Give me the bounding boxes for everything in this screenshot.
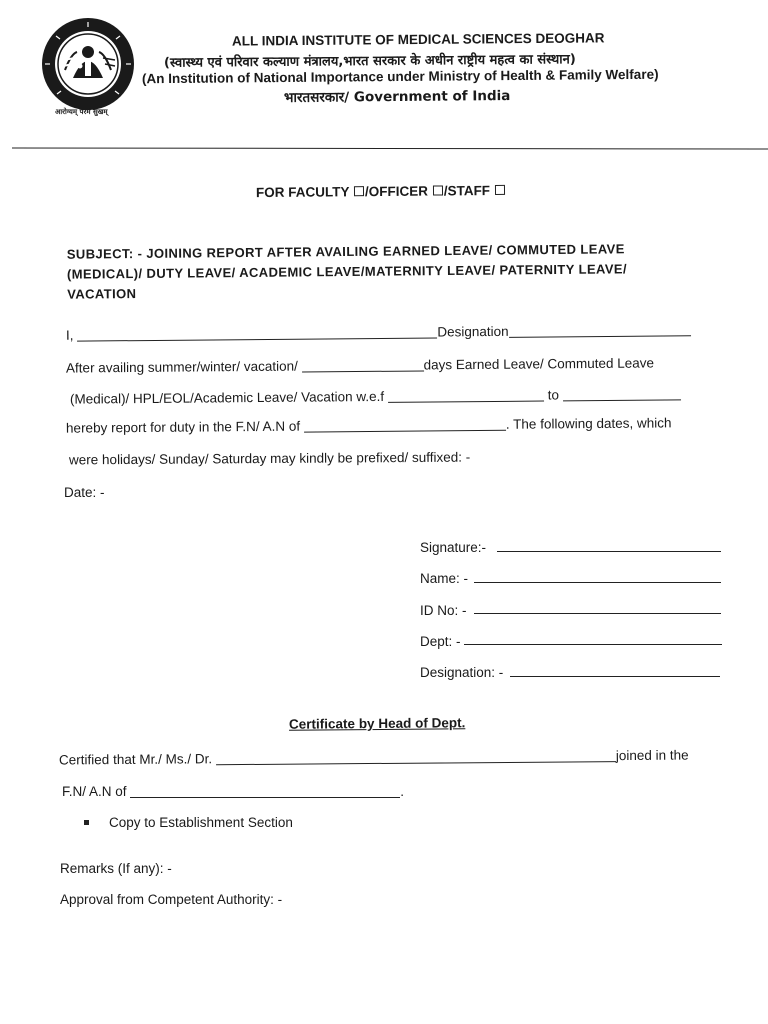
id-no-field[interactable] (474, 613, 721, 614)
report-for-duty-text: hereby report for duty in the F.N/ A.N of (65, 418, 301, 436)
category-line (256, 183, 506, 200)
signature-field[interactable] (497, 551, 721, 552)
copy-to-text: Copy to Establishment Section (109, 815, 293, 830)
fn-an-period: . (400, 784, 405, 799)
header-divider (12, 147, 768, 149)
subject-block (67, 239, 628, 304)
duty-date-field[interactable] (304, 418, 506, 433)
copy-to-line (84, 815, 293, 830)
faculty-checkbox[interactable] (354, 186, 364, 196)
designation-sign-label: Designation: - (420, 665, 504, 680)
leave-period-line (70, 386, 681, 406)
approval-label: Approval from Competent Authority: - (60, 892, 283, 907)
name-designation-line (66, 322, 691, 342)
designation-sign-field[interactable] (510, 676, 720, 677)
signature-label: Signature:- (420, 540, 487, 555)
subject-line-3: VACATION (67, 286, 137, 302)
to-label: to (547, 387, 560, 403)
subject-line-2: (MEDICAL)/ DUTY LEAVE/ ACADEMIC LEAVE/MATERNITY LEAVE/ PATERNITY LEAVE/ (66, 261, 628, 282)
institute-name: ALL INDIA INSTITUTE OF MEDICAL SCIENCES DEOGHAR (231, 30, 605, 49)
fn-an-date-field[interactable] (130, 785, 400, 798)
remarks-label: Remarks (If any): - (60, 861, 172, 876)
leave-days-line (66, 355, 654, 375)
certified-that-text: Certified that Mr./ Ms./ Dr. (58, 751, 213, 768)
ministry-hindi-line: (स्वास्थ्य एवं परिवार कल्याण मंत्रालय,भारत सरकार के अधीन राष्ट्रीय महत्व का संस्थान) (163, 52, 576, 71)
bullet-icon (84, 820, 89, 825)
government-line: भारतसरकार/ Government of India (283, 88, 511, 106)
leave-types-text: (Medical)/ HPL/EOL/Academic Leave/ Vacation w.e.f (69, 388, 385, 407)
certificate-title: Certificate by Head of Dept. (288, 715, 466, 732)
days-earned-leave-text: days Earned Leave/ Commuted Leave (423, 355, 655, 373)
holidays-text: were holidays/ Sunday/ Saturday may kindly be prefixed/ suffixed: - (68, 449, 471, 468)
report-duty-line (66, 415, 672, 435)
after-availing-text: After availing summer/winter/ vacation/ (65, 358, 298, 376)
i-label: I, (65, 327, 74, 343)
certified-person-field[interactable] (216, 749, 616, 765)
officer-checkbox[interactable] (433, 185, 443, 195)
fn-an-line (62, 784, 404, 799)
dept-label: Dept: - (420, 634, 461, 649)
ministry-english-line: (An Institution of National Importance under Ministry of Health & Family Welfare) (141, 66, 659, 87)
staff-checkbox[interactable] (495, 185, 505, 195)
name-field[interactable] (474, 582, 721, 583)
category-faculty-label: FOR FACULTY (255, 184, 350, 201)
designation-field[interactable] (509, 323, 691, 338)
leave-days-field[interactable] (302, 358, 424, 372)
date-label: Date: - (64, 485, 105, 500)
name-label: Name: - (420, 571, 469, 586)
motto-text: आरोग्यम् परमं सुखम् (55, 108, 108, 116)
fn-an-of-text: F.N/ A.N of (62, 784, 127, 799)
dept-field[interactable] (464, 644, 722, 645)
designation-label: Designation (437, 323, 509, 340)
employee-name-field[interactable] (77, 325, 437, 341)
certified-line (59, 748, 689, 768)
leave-from-date-field[interactable] (388, 389, 544, 403)
category-officer-label: /OFFICER (364, 183, 429, 200)
joined-in-text: joined in the (615, 747, 689, 764)
leave-to-date-field[interactable] (563, 387, 681, 401)
category-staff-label: /STAFF (443, 183, 491, 199)
id-no-label: ID No: - (420, 603, 467, 618)
subject-line-1: SUBJECT: - JOINING REPORT AFTER AVAILING EARNED LEAVE/ COMMUTED LEAVE (66, 241, 625, 262)
following-dates-text: . The following dates, which (505, 415, 672, 432)
